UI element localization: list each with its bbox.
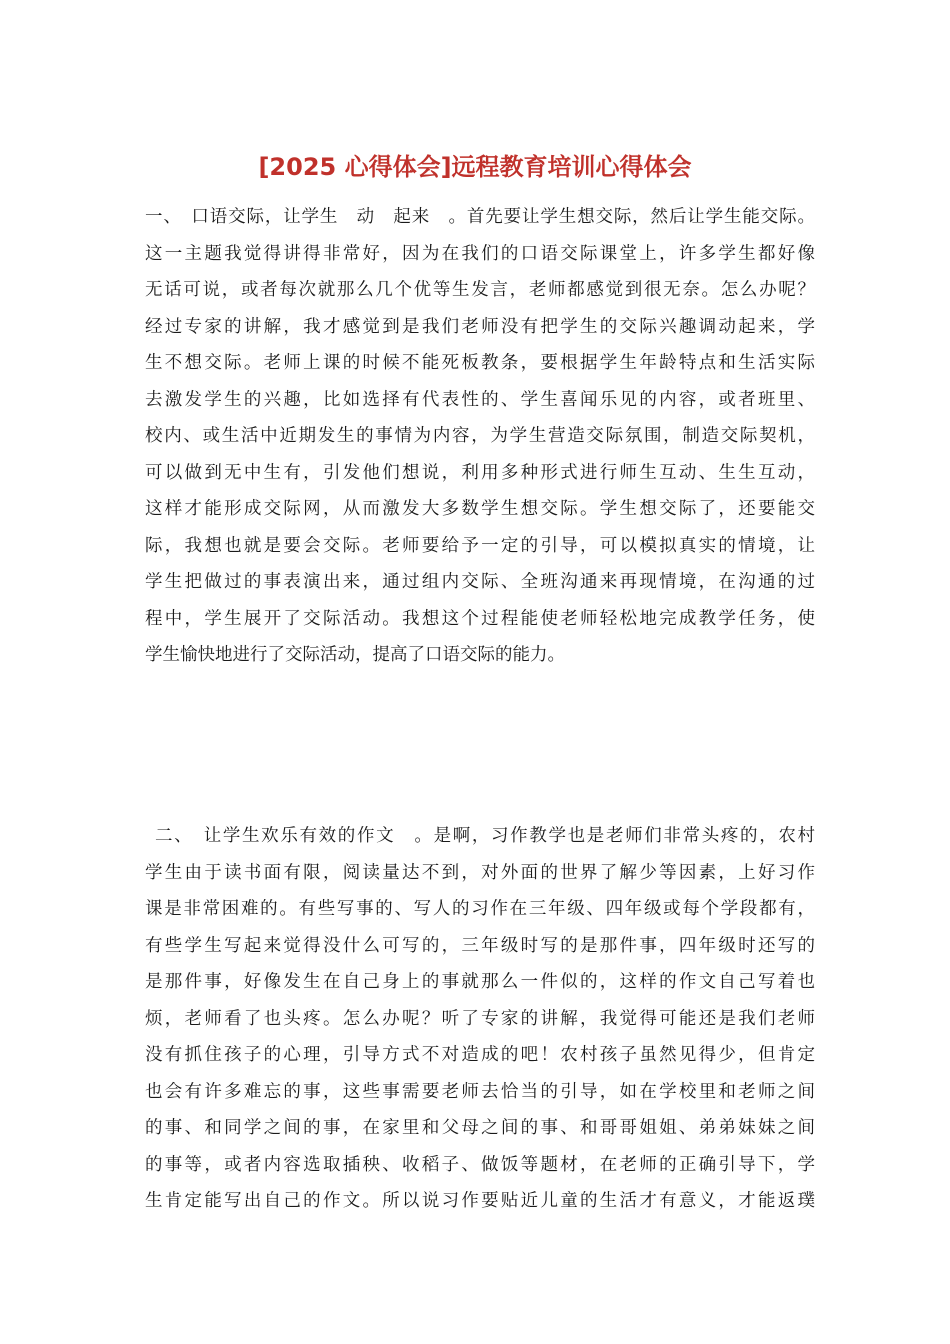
text-line: 程中，学生展开了交际活动。我想这个过程能使老师轻松地完成教学任务，使 xyxy=(145,608,815,629)
text-line: 这样才能形成交际网，从而激发大多数学生想交际。学生想交际了，还要能交 xyxy=(145,499,815,519)
text-line: 的事、和同学之间的事，在家里和父母之间的事、和哥哥姐姐、弟弟妹妹之间 xyxy=(145,1118,815,1138)
text-line: 去激发学生的兴趣，比如选择有代表性的、学生喜闻乐见的内容，或者班里、 xyxy=(145,389,815,410)
text-line: 校内、或生活中近期发生的事情为内容，为学生营造交际氛围，制造交际契机， xyxy=(145,426,815,446)
text-line: 无话可说，或者每次就那么几个优等生发言，老师都感觉到很无奈。怎么办呢？ xyxy=(145,280,815,300)
text-line: 烦，老师看了也头疼。怎么办呢？听了专家的讲解，我觉得可能还是我们老师 xyxy=(145,1008,815,1029)
text-line: 生肯定能写出自己的作文。所以说习作要贴近儿童的生活才有意义，才能返璞 xyxy=(145,1191,815,1211)
section-1-paragraph xyxy=(145,199,815,674)
text-line: 课是非常困难的。有些写事的、写人的习作在三年级、四年级或每个学段都有， xyxy=(145,899,815,919)
text-line: 可以做到无中生有，引发他们想说，利用多种形式进行师生互动、生生互动， xyxy=(145,462,815,483)
section-2-paragraph xyxy=(145,818,815,1220)
text-line: 的事等，或者内容选取插秧、收稻子、做饭等题材，在老师的正确引导下，学 xyxy=(145,1154,815,1175)
text-line: 学生把做过的事表演出来，通过组内交际、全班沟通来再现情境，在沟通的过 xyxy=(145,572,815,592)
text-line: 没有抓住孩子的心理，引导方式不对造成的吧！农村孩子虽然见得少，但肯定 xyxy=(145,1045,815,1065)
text-line: 也会有许多难忘的事，这些事需要老师去恰当的引导，如在学校里和老师之间 xyxy=(145,1081,815,1102)
text-line: 是那件事，好像发生在自己身上的事就那么一件似的，这样的作文自己写着也 xyxy=(145,972,815,992)
text-line: 有些学生写起来觉得没什么可写的，三年级时写的是那件事，四年级时还写的 xyxy=(145,935,815,956)
text-line: 一、 口语交际，让学生 动 起来 。首先要让学生想交际，然后让学生能交际。 xyxy=(145,207,815,227)
text-line: 这一主题我觉得讲得非常好，因为在我们的口语交际课堂上，许多学生都好像 xyxy=(145,243,815,264)
text-line: 际，我想也就是要会交际。老师要给予一定的引导，可以模拟真实的情境，让 xyxy=(145,535,815,556)
text-line: 学生愉快地进行了交际活动，提高了口语交际的能力。 xyxy=(145,645,565,665)
text-line: 学生由于读书面有限，阅读量达不到，对外面的世界了解少等因素，上好习作 xyxy=(145,862,815,883)
document-title: [2025 心得体会]远程教育培训心得体会 xyxy=(258,153,692,181)
text-line: 生不想交际。老师上课的时候不能死板教条，要根据学生年龄特点和生活实际 xyxy=(145,353,815,373)
text-line: 经过专家的讲解，我才感觉到是我们老师没有把学生的交际兴趣调动起来，学 xyxy=(145,316,815,337)
text-line: 二、 让学生欢乐有效的作文 。是啊，习作教学也是老师们非常头疼的，农村 xyxy=(155,826,815,846)
